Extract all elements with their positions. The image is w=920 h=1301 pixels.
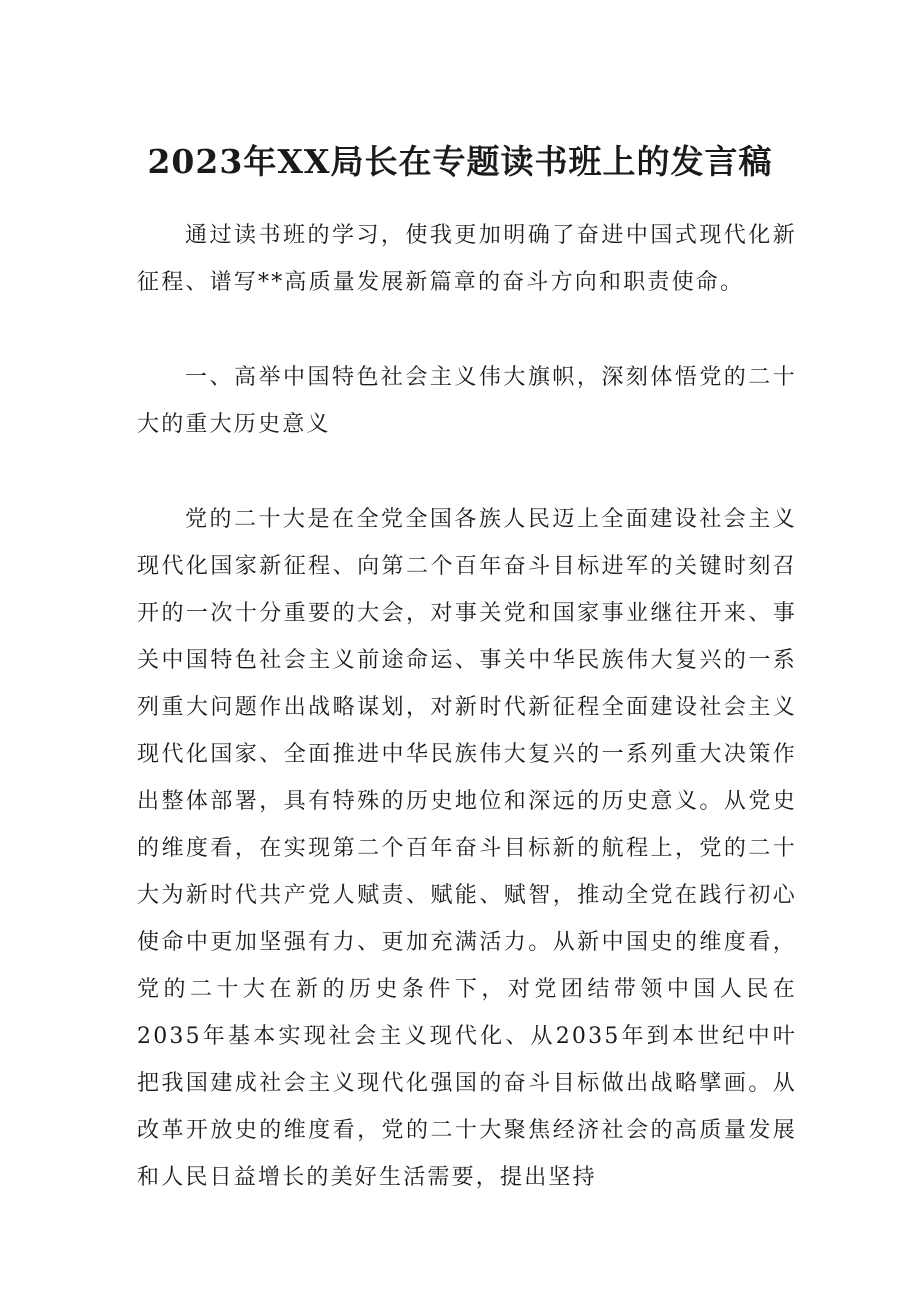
document-title: 2023年XX局长在专题读书班上的发言稿 xyxy=(147,142,773,181)
section-heading-1: 一、高举中国特色社会主义伟大旗帜，深刻体悟党的二十大的重大历史意义 xyxy=(137,365,797,437)
intro-paragraph: 通过读书班的学习，使我更加明确了奋进中国式现代化新征程、谱写**高质量发展新篇章的奋斗方向和职责使命。 xyxy=(137,223,797,295)
body-paragraph: 党的二十大是在全党全国各族人民迈上全面建设社会主义现代化国家新征程、向第二个百年奋斗目标进军的关键时刻召开的一次十分重要的大会，对事关党和国家事业继往开来、事关中国特色社会主义前途命运、事关中华民族伟大复兴的一系列重大问题作出战略谋划，对新时代新征程全面建设社会主义现代化国家、全面推进中华民族伟大复兴的一系列重大决策作出整体部署，具有特殊的历史地位和深远的历史意义。从党史的维度看，在实现第二个百年奋斗目标新的航程上，党的二十大为新时代共产党人赋责、赋能、赋智，推动全党在践行初心使命中更加坚强有力、更加充满活力。从新中国史的维度看，党的二十大在新的历史条件下，对党团结带领中国人民在2035年基本实现社会主义现代化、从2035年到本世纪中叶把我国建成社会主义现代化强国的奋斗目标做出战略擘画。从改革开放史的维度看，党的二十大聚焦经济社会的高质量发展和人民日益增长的美好生活需要，提出坚持 xyxy=(137,507,797,1190)
